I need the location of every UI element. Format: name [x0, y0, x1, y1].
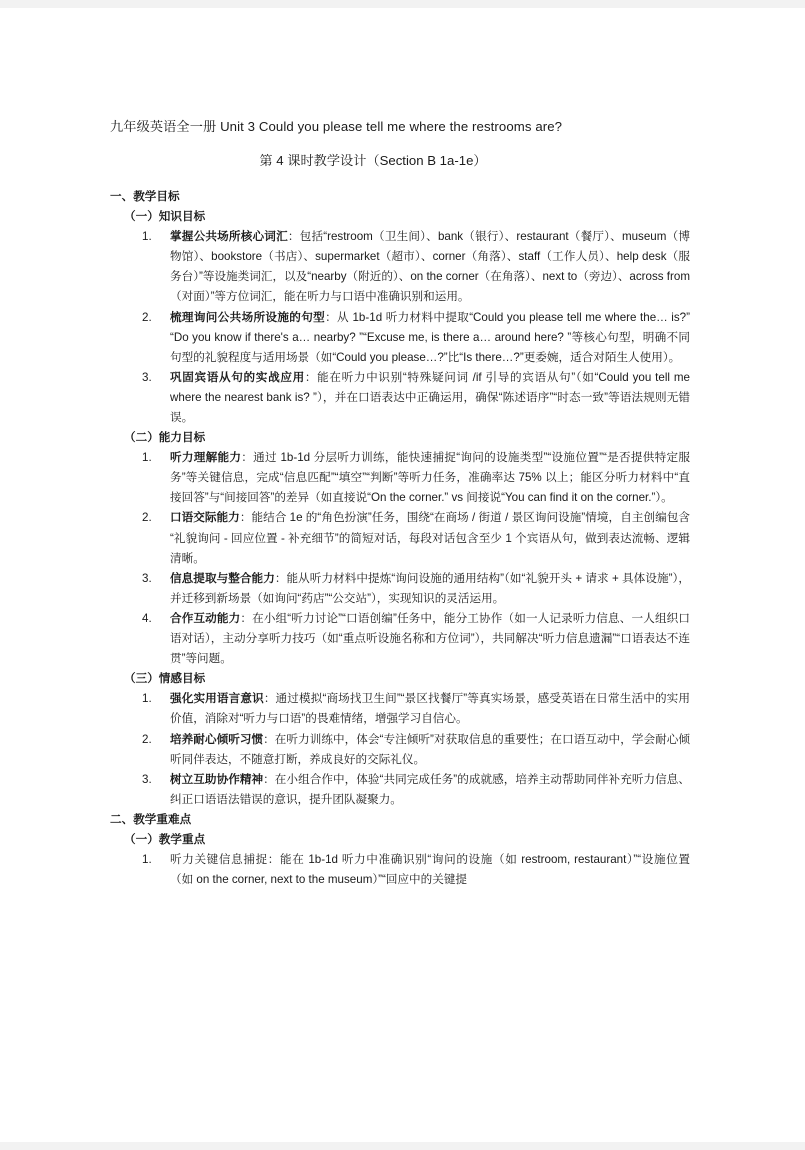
list-item	[110, 730, 690, 770]
subsection-heading: （一）教学重点	[124, 832, 206, 846]
objective-list	[110, 689, 690, 810]
list-item	[110, 508, 690, 568]
list-item-number: 3.	[142, 370, 152, 384]
document-outline	[110, 187, 690, 890]
list-item	[110, 609, 690, 669]
list-item-number: 3.	[142, 571, 152, 585]
list-item-number: 1.	[142, 451, 152, 465]
section-heading: 二、教学重难点	[110, 812, 192, 826]
list-item	[110, 569, 690, 609]
list-item-body: ：在听力训练中，体会“专注倾听”对获取信息的重要性；在口语互动中，学会耐心倾听同伴表达，不随意打断，养成良好的交际礼仪。	[170, 732, 690, 766]
list-item-lead: 听力关键信息捕捉	[170, 852, 268, 866]
list-item-lead: 梳理询问公共场所设施的句型	[170, 310, 326, 324]
document-page	[0, 8, 805, 1142]
list-item-lead: 信息提取与整合能力	[170, 571, 275, 585]
list-item-number: 1.	[142, 230, 152, 244]
list-item	[110, 770, 690, 810]
subsection-heading: （三）情感目标	[124, 672, 206, 686]
list-item-body: ：能结合 1e 的“角色扮演”任务，围绕“在商场 / 街道 / 景区询问设施”情境，自主创编包含“礼貌询问 - 回应位置 - 补充细节”的简短对话，每段对话包含至少 1 个宾语从句，做到表达流畅、逻辑清晰。	[170, 511, 690, 565]
list-item-body: ：从 1b-1d 听力材料中提取“Could you please tell me where the… is?”“Do you know if there's a… nearby? ”“Excuse me, is there a… around here? ”等核心句型，明确不同句型的礼貌程度与适用场景（如“Could you please…?”比“Is there…?”更委婉，适合对陌生人使用）。	[170, 310, 690, 364]
list-item	[110, 850, 690, 890]
list-item-body: ：能在听力中识别“特殊疑问词 /if 引导的宾语从句”（如“Could you tell me where the nearest bank is? ”），并在口语表达中正确运用，确保“陈述语序”“时态一致”等语法规则无错误。	[170, 370, 690, 425]
subsection-heading: （二）能力目标	[124, 431, 206, 445]
list-item-number: 2.	[142, 732, 152, 746]
list-item-lead: 强化实用语言意识	[170, 692, 264, 706]
list-item-lead: 掌握公共场所核心词汇	[170, 230, 288, 244]
list-item-body: ：包括“restroom（卫生间）、bank（银行）、restaurant（餐厅）、museum（博物馆）、bookstore（书店）、supermarket（超市）、corner（角落）、staff（工作人员）、help desk（服务台）”等设施类词汇，以及“nearby（附近的）、on the corner（在角落）、next to（旁边）、across from（对面）”等方位词汇，能在听力与口语中准确识别和运用。	[170, 230, 690, 304]
list-item-lead: 树立互助协作精神	[170, 772, 264, 786]
document-subtitle: 第 4 课时教学设计（Section B 1a-1e）	[259, 153, 487, 169]
list-item	[110, 308, 690, 368]
list-item-number: 1.	[142, 692, 152, 706]
document-title: 九年级英语全一册 Unit 3 Could you please tell me where the restrooms are?	[110, 119, 563, 134]
list-item-lead: 口语交际能力	[170, 511, 240, 525]
list-item	[110, 368, 690, 428]
section-heading: 一、教学目标	[110, 190, 180, 204]
list-item	[110, 689, 690, 729]
list-item-number: 2.	[142, 310, 152, 324]
list-item-lead: 巩固宾语从句的实战应用	[170, 370, 305, 384]
objective-list	[110, 448, 690, 669]
list-item-number: 3.	[142, 772, 152, 786]
list-item	[110, 227, 690, 307]
list-item-lead: 培养耐心倾听习惯	[170, 732, 264, 746]
list-item-lead: 听力理解能力	[170, 451, 242, 465]
list-item-number: 2.	[142, 511, 152, 525]
list-item-body: ：通过 1b-1d 分层听力训练，能快速捕捉“询问的设施类型”“设施位置”“是否提供特定服务”等关键信息，完成“信息匹配”“填空”“判断”等听力任务，准确率达 75% 以上；能区分听力材料中“直接回答”与“间接回答”的差异（如直接说“On the corner.” vs 间接说“You can find it on the corner.”）。	[170, 451, 690, 505]
objective-list	[110, 850, 690, 890]
document-content	[110, 116, 690, 890]
list-item-body: ：能从听力材料中提炼“询问设施的通用结构”（如“礼貌开头 + 请求 + 具体设施”），并迁移到新场景（如询问“药店”“公交站”），实现知识的灵活运用。	[170, 571, 690, 605]
objective-list	[110, 227, 690, 428]
list-item-body: ：在小组合作中，体验“共同完成任务”的成就感，培养主动帮助同伴补充听力信息、纠正口语语法错误的意识，提升团队凝聚力。	[170, 772, 690, 806]
list-item-body: ：能在 1b-1d 听力中准确识别“询问的设施（如 restroom, restaurant）”“设施位置（如 on the corner, next to the museum）”“回应中的关键提	[170, 852, 690, 886]
list-item-number: 4.	[142, 612, 152, 626]
list-item-body: ：在小组“听力讨论”“口语创编”任务中，能分工协作（如一人记录听力信息、一人组织口语对话），主动分享听力技巧（如“重点听设施名称和方位词”），共同解决“听力信息遗漏”“口语表达不连贯”等问题。	[170, 612, 690, 666]
list-item-body: ：通过模拟“商场找卫生间”“景区找餐厅”等真实场景，感受英语在日常生活中的实用价值，消除对“听力与口语”的畏难情绪，增强学习自信心。	[170, 692, 690, 726]
list-item	[110, 448, 690, 508]
list-item-number: 1.	[142, 852, 152, 866]
subsection-heading: （一）知识目标	[124, 210, 206, 224]
list-item-lead: 合作互动能力	[170, 612, 241, 626]
